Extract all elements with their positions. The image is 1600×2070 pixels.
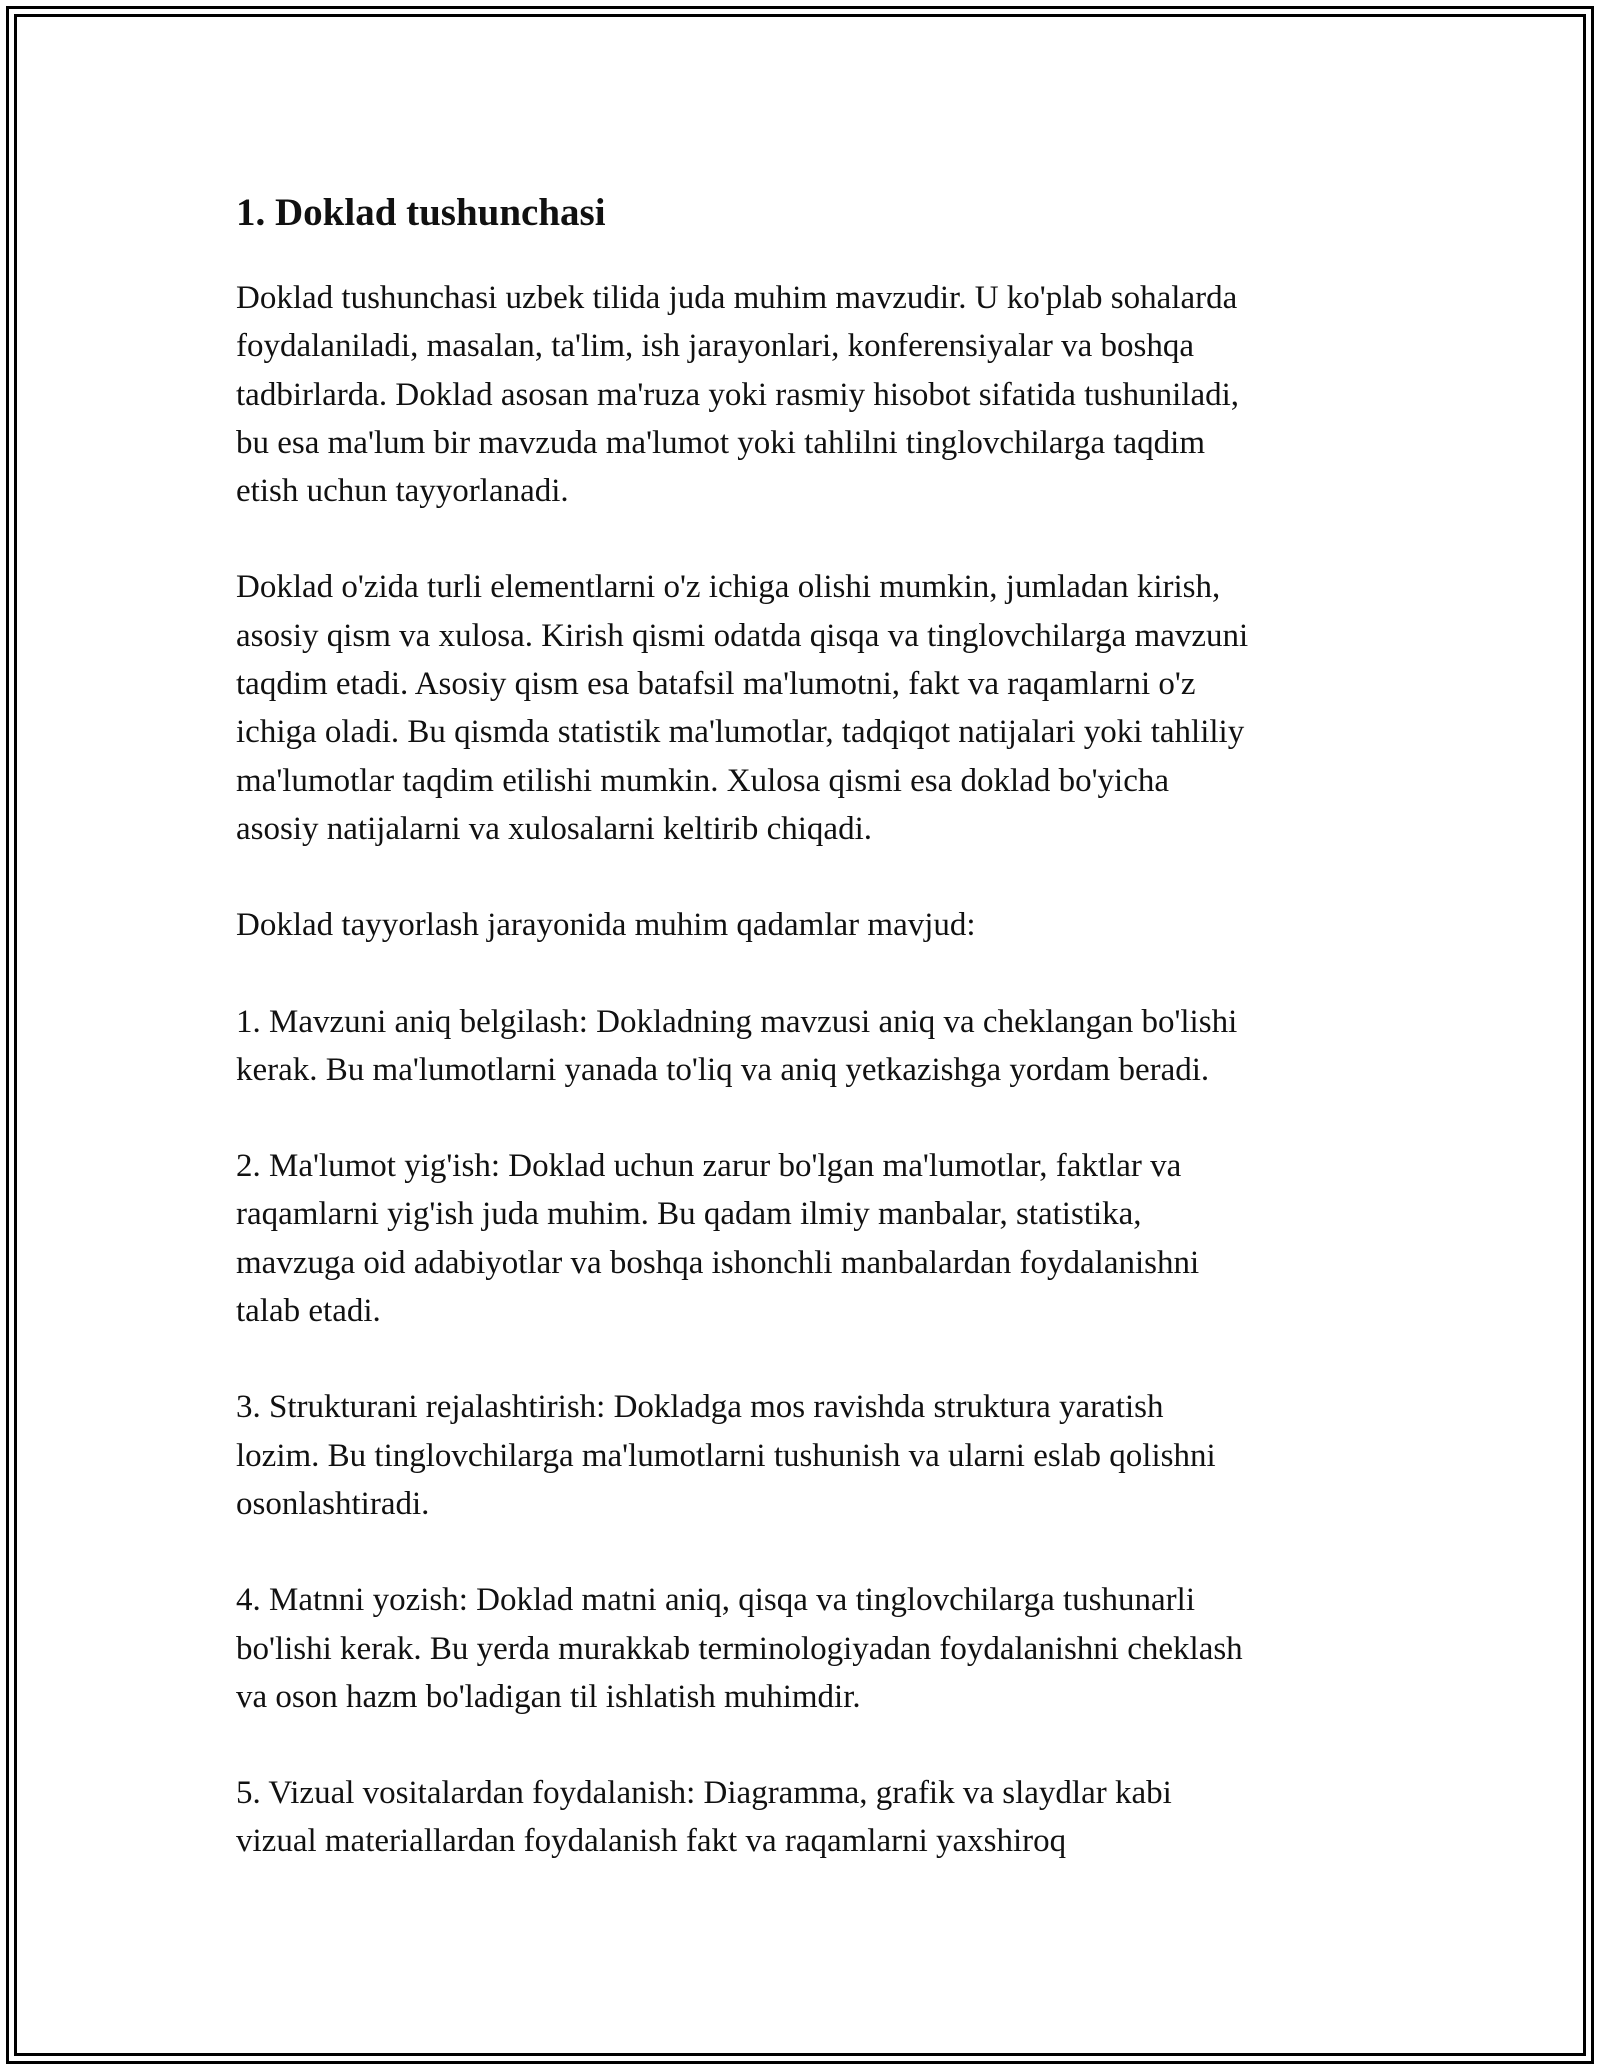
list-item-step-2: 2. Ma'lumot yig'ish: Doklad uchun zarur bo'lgan ma'lumotlar, faktlar va raqamlarni yig'ish juda muhim. Bu qadam ilmiy manbalar, statistika, mavzuga oid adabiyotlar va boshqa ishonchli manbalardan foydalanishni talab etadi.	[236, 1148, 1200, 1330]
document-body	[236, 186, 1366, 1914]
document-title: 1. Doklad tushunchasi	[236, 191, 606, 234]
list-item-step-5: 5. Vizual vositalardan foydalanish: Diagramma, grafik va slaydlar kabi vizual materiallardan foydalanish fakt va raqamlarni yaxshiroq	[236, 1775, 1172, 1860]
list-item-step-3: 3. Strukturani rejalashtirish: Dokladga mos ravishda struktura yaratish lozim. Bu tinglovchilarga ma'lumotlarni tushunish va ularni eslab qolishni osonlashtiradi.	[236, 1389, 1216, 1522]
paragraph-definition: Doklad tushunchasi uzbek tilida juda muhim mavzudir. U ko'plab sohalarda foydalaniladi, masalan, ta'lim, ish jarayonlari, konferensiyalar va boshqa tadbirlarda. Doklad asosan ma'ruza yoki rasmiy hisobot sifatida tushuniladi, bu esa ma'lum bir mavzuda ma'lumot yoki tahlilni tinglovchilarga taqdim etish uchun tayyorlanadi.	[236, 280, 1240, 510]
paragraph-structure: Doklad o'zida turli elementlarni o'z ichiga olishi mumkin, jumladan kirish, asosiy qism va xulosa. Kirish qismi odatda qisqa va tinglovchilarga mavzuni taqdim etadi. Asosiy qism esa batafsil ma'lumotni, fakt va raqamlarni o'z ichiga oladi. Bu qismda statistik ma'lumotlar, tadqiqot natijalari yoki tahliliy ma'lumotlar taqdim etilishi mumkin. Xulosa qismi esa doklad bo'yicha asosiy natijalarni va xulosalarni keltirib chiqadi.	[236, 569, 1249, 847]
list-item-step-1: 1. Mavzuni aniq belgilash: Dokladning mavzusi aniq va cheklangan bo'lishi kerak. Bu ma'lumotlarni yanada to'liq va aniq yetkazishga yordam beradi.	[236, 1003, 1238, 1088]
list-item-step-4: 4. Matnni yozish: Doklad matni aniq, qisqa va tinglovchilarga tushunarli bo'lishi kerak. Bu yerda murakkab terminologiyadan foydalanishni cheklash va oson hazm bo'ladigan til ishlatish muhimdir.	[236, 1582, 1243, 1715]
paragraph-steps-intro: Doklad tayyorlash jarayonida muhim qadamlar mavjud:	[236, 907, 976, 944]
